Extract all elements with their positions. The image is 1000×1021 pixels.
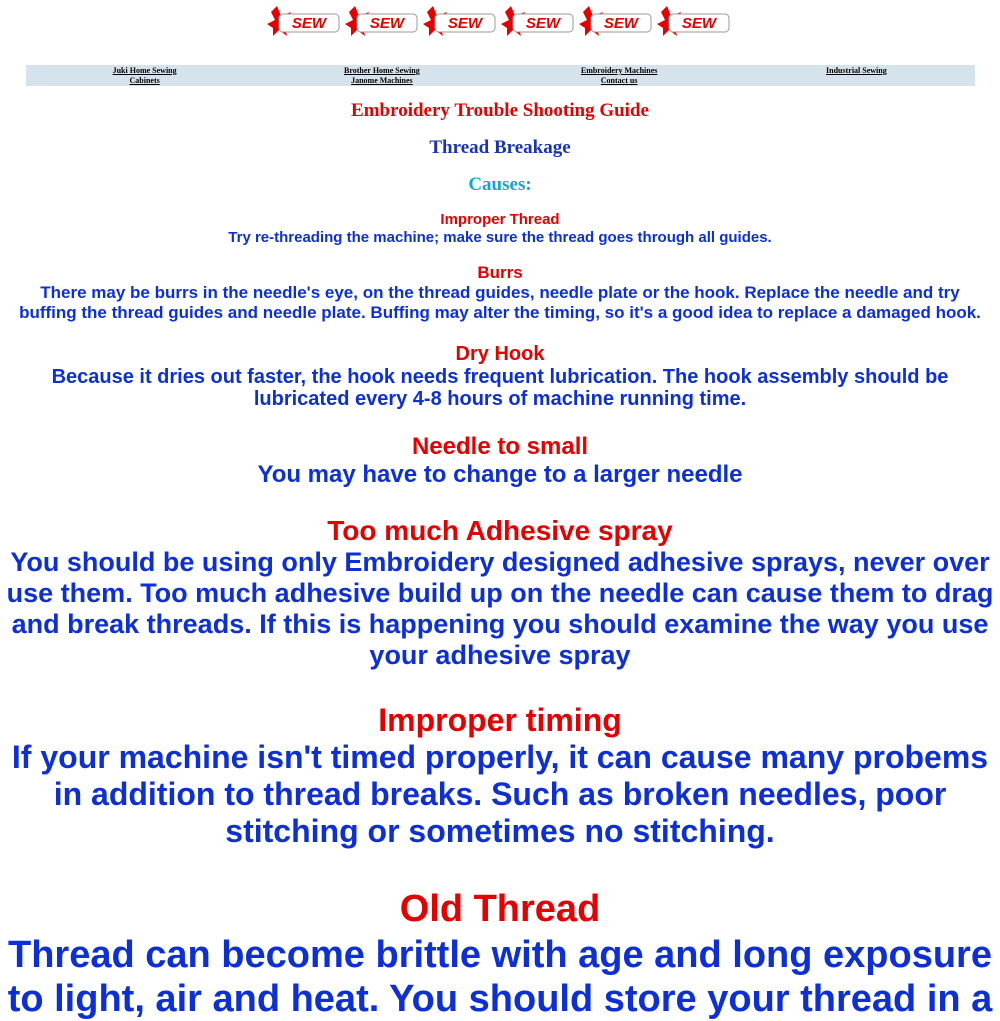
cause-section bbox=[0, 702, 1000, 850]
nav-bar bbox=[26, 65, 975, 86]
nav-link-contact-us[interactable]: Contact us bbox=[600, 76, 638, 85]
svg-text:SEW: SEW bbox=[291, 15, 327, 32]
cause-body: There may be burrs in the needle's eye, on the thread guides, needle plate or the hook. Replace the needle and try buffing the thread guides and needle plate. Buffing may alter the timing, so it's a good idea to replace a damaged hook. bbox=[19, 283, 981, 322]
cause-title: Burrs bbox=[477, 263, 523, 282]
nav-column bbox=[501, 65, 738, 86]
sew-logo[interactable] bbox=[657, 2, 733, 40]
cause-section bbox=[0, 885, 1000, 1021]
cause-section bbox=[0, 514, 1000, 671]
nav-link-juki-home-sewing[interactable]: Juki Home Sewing bbox=[112, 66, 177, 75]
svg-text:SEW: SEW bbox=[525, 15, 561, 32]
nav-link-janome-machines[interactable]: Janome Machines bbox=[351, 76, 413, 85]
cause-section bbox=[0, 211, 1000, 247]
sew-logo[interactable] bbox=[501, 2, 577, 40]
cause-body: Thread can become brittle with age and long exposure to light, air and heat. You should store your thread in a bbox=[7, 934, 993, 1020]
page-title: Embroidery Trouble Shooting Guide bbox=[351, 100, 649, 121]
cause-section bbox=[0, 263, 1000, 323]
cause-title: Dry Hook bbox=[455, 343, 545, 365]
page-subtitle: Thread Breakage bbox=[429, 137, 571, 158]
sew-logo[interactable] bbox=[423, 2, 499, 40]
svg-text:SEW: SEW bbox=[447, 15, 483, 32]
svg-text:SEW: SEW bbox=[603, 15, 639, 32]
cause-title: Improper timing bbox=[378, 702, 622, 738]
cause-title: Too much Adhesive spray bbox=[327, 515, 673, 546]
nav-column bbox=[263, 65, 500, 86]
nav-column bbox=[26, 65, 263, 86]
cause-title: Improper Thread bbox=[440, 211, 560, 228]
logo-banner bbox=[0, 2, 1000, 42]
sew-logo[interactable] bbox=[579, 2, 655, 40]
causes-heading: Causes: bbox=[468, 174, 532, 195]
cause-section bbox=[0, 343, 1000, 410]
cause-title: Old Thread bbox=[399, 888, 601, 930]
cause-body: Try re-threading the machine; make sure the thread goes through all guides. bbox=[228, 229, 772, 246]
nav-link-industrial-sewing[interactable]: Industrial Sewing bbox=[826, 66, 887, 75]
sew-logo[interactable] bbox=[345, 2, 421, 40]
sew-logo[interactable] bbox=[267, 2, 343, 40]
cause-body: If your machine isn't timed properly, it can cause many probems in addition to thread breaks. Such as broken needles, poor stitching or sometimes no stitching. bbox=[11, 739, 989, 849]
cause-title: Needle to small bbox=[411, 433, 589, 460]
nav-link-embroidery-machines[interactable]: Embroidery Machines bbox=[580, 66, 658, 75]
nav-link-brother-home-sewing[interactable]: Brother Home Sewing bbox=[344, 66, 420, 75]
cause-body: You may have to change to a larger needle bbox=[257, 461, 743, 488]
nav-column bbox=[738, 65, 975, 86]
cause-section bbox=[0, 433, 1000, 488]
cause-body: You should be using only Embroidery designed adhesive sprays, never over use them. Too much adhesive build up on the needle can cause them to drag and break threads. If this is happening you should examine the way you use your adhesive spray bbox=[6, 547, 994, 670]
svg-text:SEW: SEW bbox=[369, 15, 405, 32]
svg-text:SEW: SEW bbox=[681, 15, 717, 32]
cause-body: Because it dries out faster, the hook needs frequent lubrication. The hook assembly should be lubricated every 4-8 hours of machine running time. bbox=[51, 366, 949, 410]
nav-link-cabinets[interactable]: Cabinets bbox=[129, 76, 160, 85]
